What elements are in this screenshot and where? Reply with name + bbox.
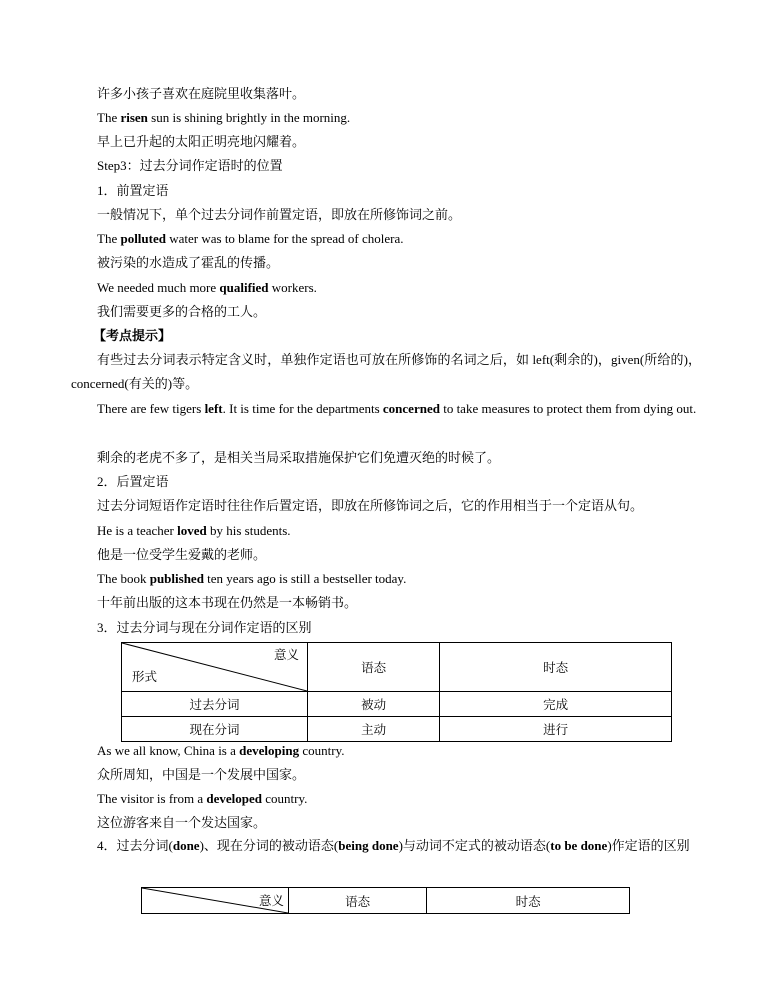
example-sentence: As we all know, China is a developing country. (97, 743, 345, 758)
tip-heading: 【考点提示】 (93, 328, 172, 343)
table-header: 时态 (440, 643, 672, 692)
text-line: 他是一位受学生爱戴的老师。 (97, 547, 267, 562)
text-line: 十年前出版的这本书现在仍然是一本畅销书。 (97, 595, 358, 610)
section-heading: 1．前置定语 (97, 183, 169, 198)
corner-bottom-label: 形式 (132, 670, 158, 684)
example-sentence: We needed much more qualified workers. (97, 280, 317, 295)
keyword: done (172, 838, 200, 853)
table-row (122, 717, 672, 742)
example-sentence: He is a teacher loved by his students. (97, 523, 291, 538)
table-cell: 被动 (308, 692, 440, 717)
keyword: to be done (550, 838, 608, 853)
table-cell: 进行 (440, 717, 672, 742)
example-sentence: The polluted water was to blame for the spread of cholera. (97, 231, 404, 246)
keyword: loved (177, 523, 207, 538)
keyword: polluted (120, 231, 166, 246)
text-line: 众所周知，中国是一个发展中国家。 (97, 767, 306, 782)
example-sentence: The visitor is from a developed country. (97, 791, 308, 806)
diagonal-header-cell (122, 643, 308, 692)
text-line (97, 86, 305, 102)
keyword: published (149, 571, 204, 586)
section-heading: 3．过去分词与现在分词作定语的区别 (97, 620, 312, 635)
text-line: 被污染的水造成了霍乱的传播。 (97, 255, 280, 270)
example-sentence: The risen sun is shining brightly in the morning. (97, 110, 351, 125)
table-header: 时态 (427, 888, 630, 914)
keyword: developed (206, 791, 263, 806)
table-header: 语态 (308, 643, 440, 692)
text-line: 这位游客来自一个发达国家。 (97, 815, 267, 830)
table-cell: 现在分词 (122, 717, 308, 742)
comparison-table (121, 642, 672, 742)
table-cell: 主动 (308, 717, 440, 742)
keyword: left (204, 401, 223, 416)
keyword: risen (120, 110, 148, 125)
tip-paragraph: 有些过去分词表示特定含义时，单独作定语也可放在所修饰的名词之后，如 left(剩余的)，given(所给的)，concerned(有关的)等。 (71, 352, 701, 391)
table-cell: 完成 (440, 692, 672, 717)
keyword: developing (239, 743, 300, 758)
section-heading: 2．后置定语 (97, 474, 169, 489)
table-cell: 过去分词 (122, 692, 308, 717)
example-sentence: There are few tigers left. It is time for the departments concerned to take measures to protect them from dying out. (97, 401, 697, 416)
table-header: 语态 (289, 888, 427, 914)
diagonal-header-cell (142, 888, 289, 914)
section-heading: 4．过去分词(done)、现在分词的被动语态(being done)与动词不定式的被动语态(to be done)作定语的区别 (97, 838, 690, 853)
text-line: 过去分词短语作定语时往往作后置定语，即放在所修饰词之后，它的作用相当于一个定语从句。 (97, 498, 644, 513)
table-row (122, 692, 672, 717)
corner-top-label: 意义 (273, 648, 299, 662)
text-line: 一般情况下，单个过去分词作前置定语，即放在所修饰词之前。 (97, 207, 462, 222)
text-line (97, 134, 305, 150)
comparison-table-2 (141, 887, 630, 914)
step-heading: Step3：过去分词作定语时的位置 (97, 158, 283, 173)
chinese-sentence: 许多小孩子喜欢在庭院里收集落叶。 (97, 86, 306, 101)
text-line: 我们需要更多的合格的工人。 (97, 304, 267, 319)
keyword: being done (338, 838, 399, 853)
chinese-sentence: 早上已升起的太阳正明亮地闪耀着。 (97, 134, 306, 149)
text-line: 剩余的老虎不多了，是相关当局采取措施保护它们免遭灭绝的时候了。 (97, 450, 501, 465)
keyword: concerned (382, 401, 440, 416)
example-sentence: The book published ten years ago is still a bestseller today. (97, 571, 407, 586)
keyword: qualified (219, 280, 269, 295)
corner-top-label: 意义 (258, 894, 284, 908)
